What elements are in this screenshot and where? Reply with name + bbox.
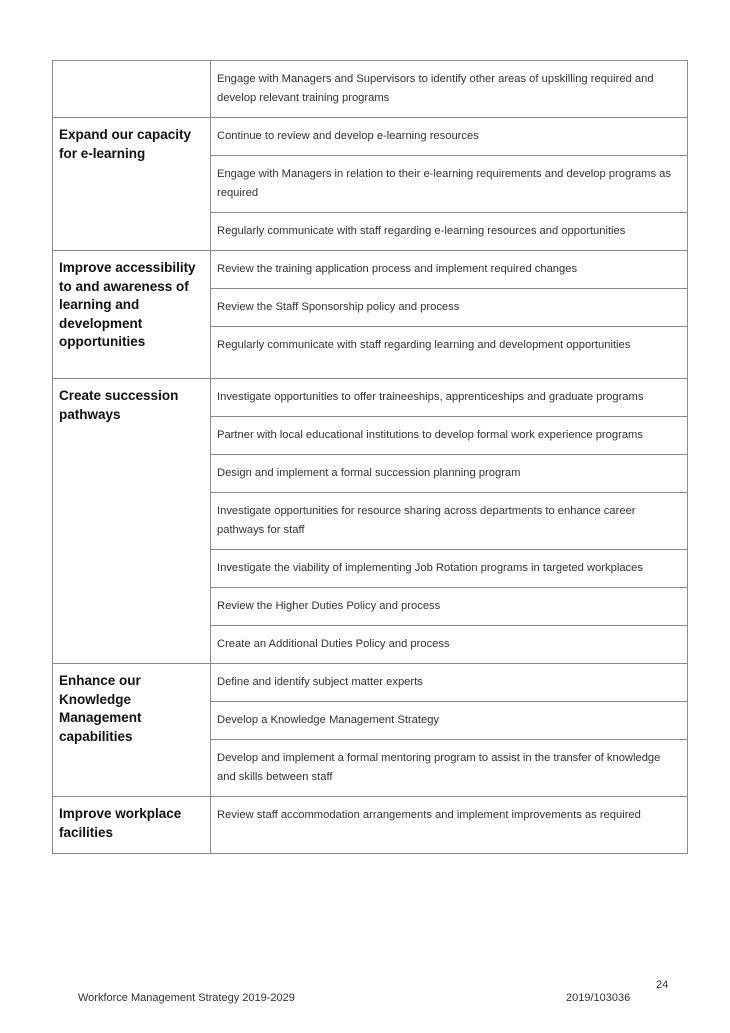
goal-cell: Expand our capacity for e-learning [53,118,211,251]
goal-cell [53,61,211,118]
action-cell: Define and identify subject matter experts [211,664,688,702]
action-cell: Engage with Managers in relation to their e-learning requirements and develop programs as required [211,156,688,213]
action-cell: Review the training application process and implement required changes [211,251,688,289]
goal-cell: Create succession pathways [53,379,211,664]
footer-reference-number: 2019/103036 [566,992,631,1004]
table-row [53,797,688,854]
action-cell: Investigate opportunities for resource sharing across departments to enhance career pathways for staff [211,493,688,550]
strategy-table [52,60,688,854]
goal-cell: Improve accessibility to and awareness of learning and development opportunities [53,251,211,379]
table-row [53,379,688,417]
table-row [53,118,688,156]
action-cell: Engage with Managers and Supervisors to identify other areas of upskilling required and develop relevant training programs [211,61,688,118]
action-cell: Develop and implement a formal mentoring program to assist in the transfer of knowledge and skills between staff [211,740,688,797]
action-cell: Regularly communicate with staff regarding learning and development opportunities [211,327,688,379]
action-cell: Investigate the viability of implementing Job Rotation programs in targeted workplaces [211,550,688,588]
table-row [53,251,688,289]
action-cell: Review staff accommodation arrangements and implement improvements as required [211,797,688,854]
action-cell: Develop a Knowledge Management Strategy [211,702,688,740]
goal-cell: Enhance our Knowledge Management capabilities [53,664,211,797]
action-cell: Review the Staff Sponsorship policy and process [211,289,688,327]
table-row [53,664,688,702]
action-cell: Partner with local educational institutions to develop formal work experience programs [211,417,688,455]
action-cell: Design and implement a formal succession planning program [211,455,688,493]
footer-document-title: Workforce Management Strategy 2019-2029 [78,992,295,1004]
action-cell: Regularly communicate with staff regarding e-learning resources and opportunities [211,213,688,251]
table-row [53,61,688,118]
page-number: 24 [656,979,669,991]
goal-cell: Improve workplace facilities [53,797,211,854]
action-cell: Review the Higher Duties Policy and process [211,588,688,626]
action-cell: Continue to review and develop e-learning resources [211,118,688,156]
action-cell: Create an Additional Duties Policy and process [211,626,688,664]
action-cell: Investigate opportunities to offer traineeships, apprenticeships and graduate programs [211,379,688,417]
